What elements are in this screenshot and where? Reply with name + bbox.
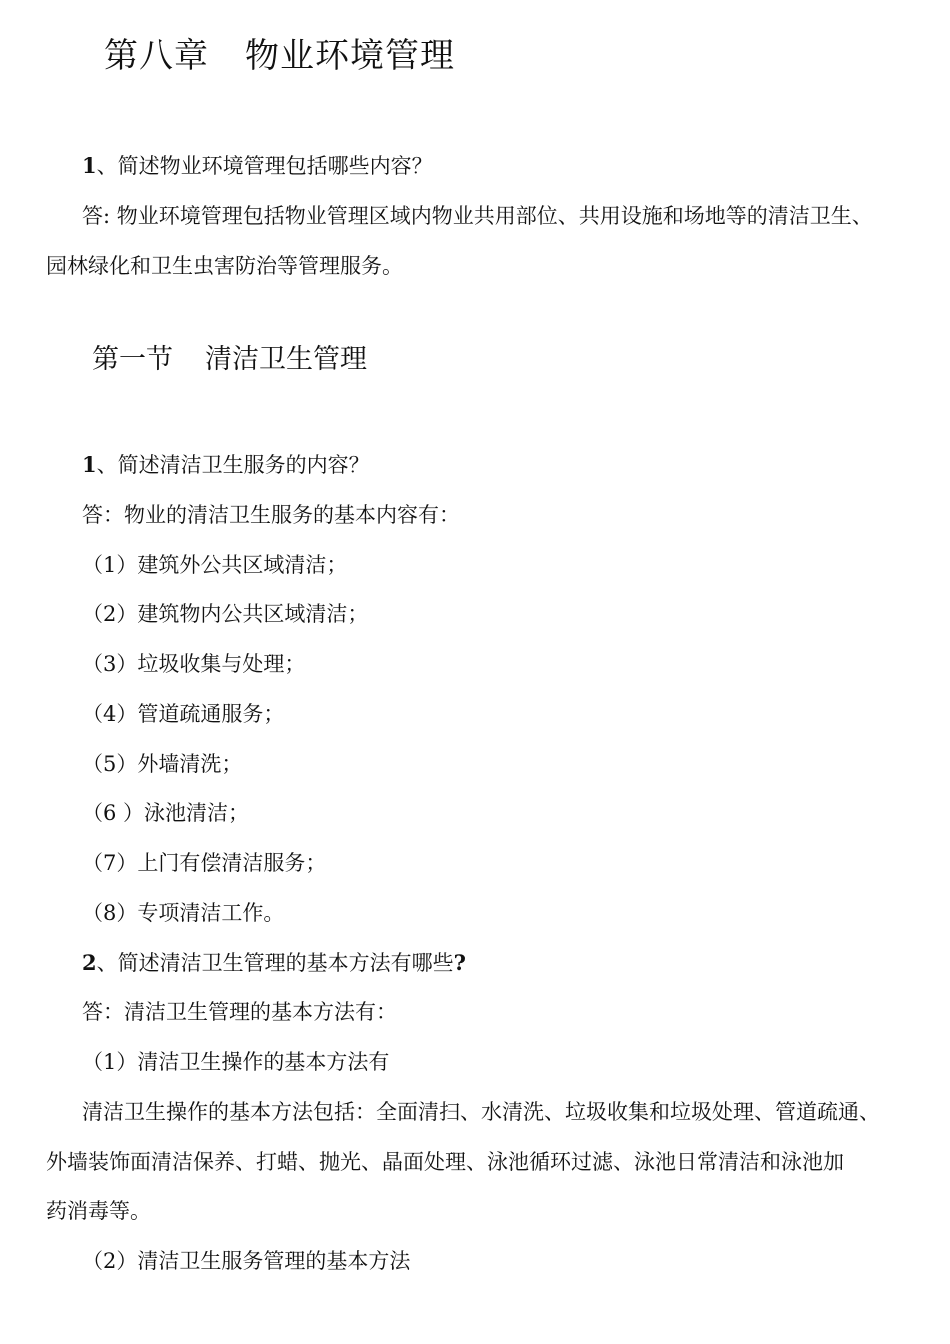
section-title: 清洁卫生管理 — [205, 344, 367, 375]
chapter-number: 第八章 — [104, 36, 209, 76]
intro-answer-line-1: 答: 物业环境管理包括物业管理区域内物业共用部位、共用设施和场地等的清洁卫生、 — [82, 204, 873, 228]
question-text: 、简述清洁卫生管理的基本方法有哪些 — [96, 951, 454, 975]
list-item: （1）建筑外公共区域清洁； — [82, 553, 348, 577]
section-answer-1: 答：物业的清洁卫生服务的基本内容有： — [82, 503, 460, 527]
paragraph-line-3: 药消毒等。 — [46, 1199, 151, 1223]
list-item: （7）上门有偿清洁服务； — [82, 851, 327, 875]
chapter-title: 物业环境管理 — [245, 36, 455, 76]
question-mark: ? — [453, 950, 466, 975]
section-number: 第一节 — [92, 344, 173, 375]
section-question-1 — [82, 451, 370, 479]
chapter-heading — [104, 34, 455, 78]
list-item: （6 ）泳池清洁； — [82, 801, 250, 825]
section-question-2 — [82, 949, 466, 977]
question-number: 1 — [82, 153, 97, 178]
intro-question-1 — [82, 152, 433, 180]
sub-heading-1: （1）清洁卫生操作的基本方法有 — [82, 1050, 390, 1074]
question-number: 1 — [82, 452, 97, 477]
section-heading — [92, 342, 367, 378]
list-item: （5）外墙清洗； — [82, 752, 243, 776]
list-item: （2）建筑物内公共区域清洁； — [82, 602, 369, 626]
section-answer-2: 答：清洁卫生管理的基本方法有： — [82, 1000, 397, 1024]
intro-answer-line-2: 园林绿化和卫生虫害防治等管理服务。 — [46, 254, 403, 278]
question-text: 、简述清洁卫生服务的内容？ — [96, 453, 370, 477]
sub-heading-2: （2）清洁卫生服务管理的基本方法 — [82, 1249, 411, 1273]
question-number: 2 — [82, 950, 97, 975]
question-text: 、简述物业环境管理包括哪些内容？ — [96, 154, 433, 178]
paragraph-line-1: 清洁卫生操作的基本方法包括：全面清扫、水清洗、垃圾收集和垃圾处理、管道疏通、 — [82, 1100, 880, 1124]
list-item: （8）专项清洁工作。 — [82, 901, 285, 925]
paragraph-line-2: 外墙装饰面清洁保养、打蜡、抛光、晶面处理、泳池循环过滤、泳池日常清洁和泳池加 — [46, 1150, 844, 1174]
list-item: （3）垃圾收集与处理； — [82, 652, 306, 676]
list-item: （4）管道疏通服务； — [82, 702, 285, 726]
